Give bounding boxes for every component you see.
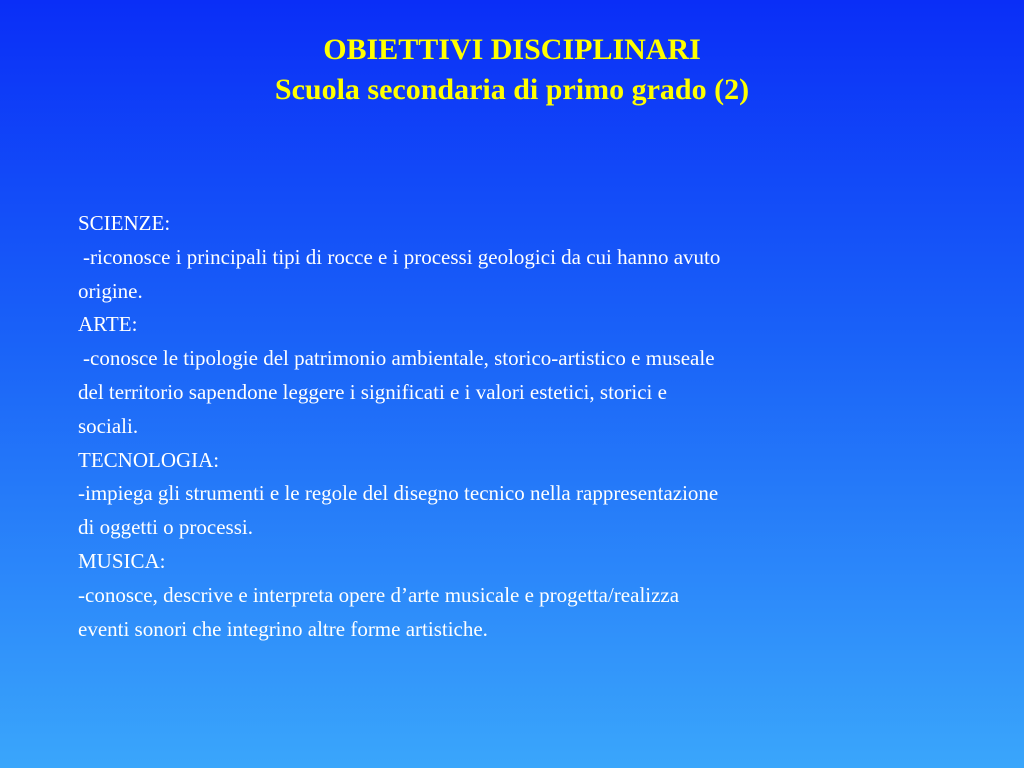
title-line-main: OBIETTIVI DISCIPLINARI [323, 33, 701, 66]
text-arte-2: del territorio sapendone leggere i significati e i valori estetici, storici e [78, 379, 667, 404]
text-tecnologia-1: -impiega gli strumenti e le regole del disegno tecnico nella rappresentazione [78, 481, 719, 506]
heading-tecnologia: TECNOLOGIA: [78, 447, 220, 472]
text-arte-3: sociali. [78, 413, 139, 438]
heading-scienze: SCIENZE: [78, 211, 171, 235]
text-musica-2: eventi sonori che integrino altre forme artistiche. [78, 616, 488, 641]
heading-musica: MUSICA: [78, 548, 166, 573]
slide-title [0, 30, 1024, 110]
slide-body [78, 207, 958, 646]
text-scienze-1: -riconosce i principali tipi di rocce e i processi geologici da cui hanno avuto [83, 244, 721, 269]
text-musica-1: -conosce, descrive e interpreta opere d’arte musicale e progetta/realizza [78, 582, 680, 607]
text-tecnologia-2: di oggetti o processi. [78, 515, 253, 540]
title-line-subtitle: Scuola secondaria di primo grado (2) [274, 73, 750, 106]
heading-arte: ARTE: [78, 312, 138, 337]
text-arte-1: -conosce le tipologie del patrimonio ambientale, storico-artistico e museale [83, 346, 715, 371]
text-scienze-2: origine. [78, 278, 143, 303]
